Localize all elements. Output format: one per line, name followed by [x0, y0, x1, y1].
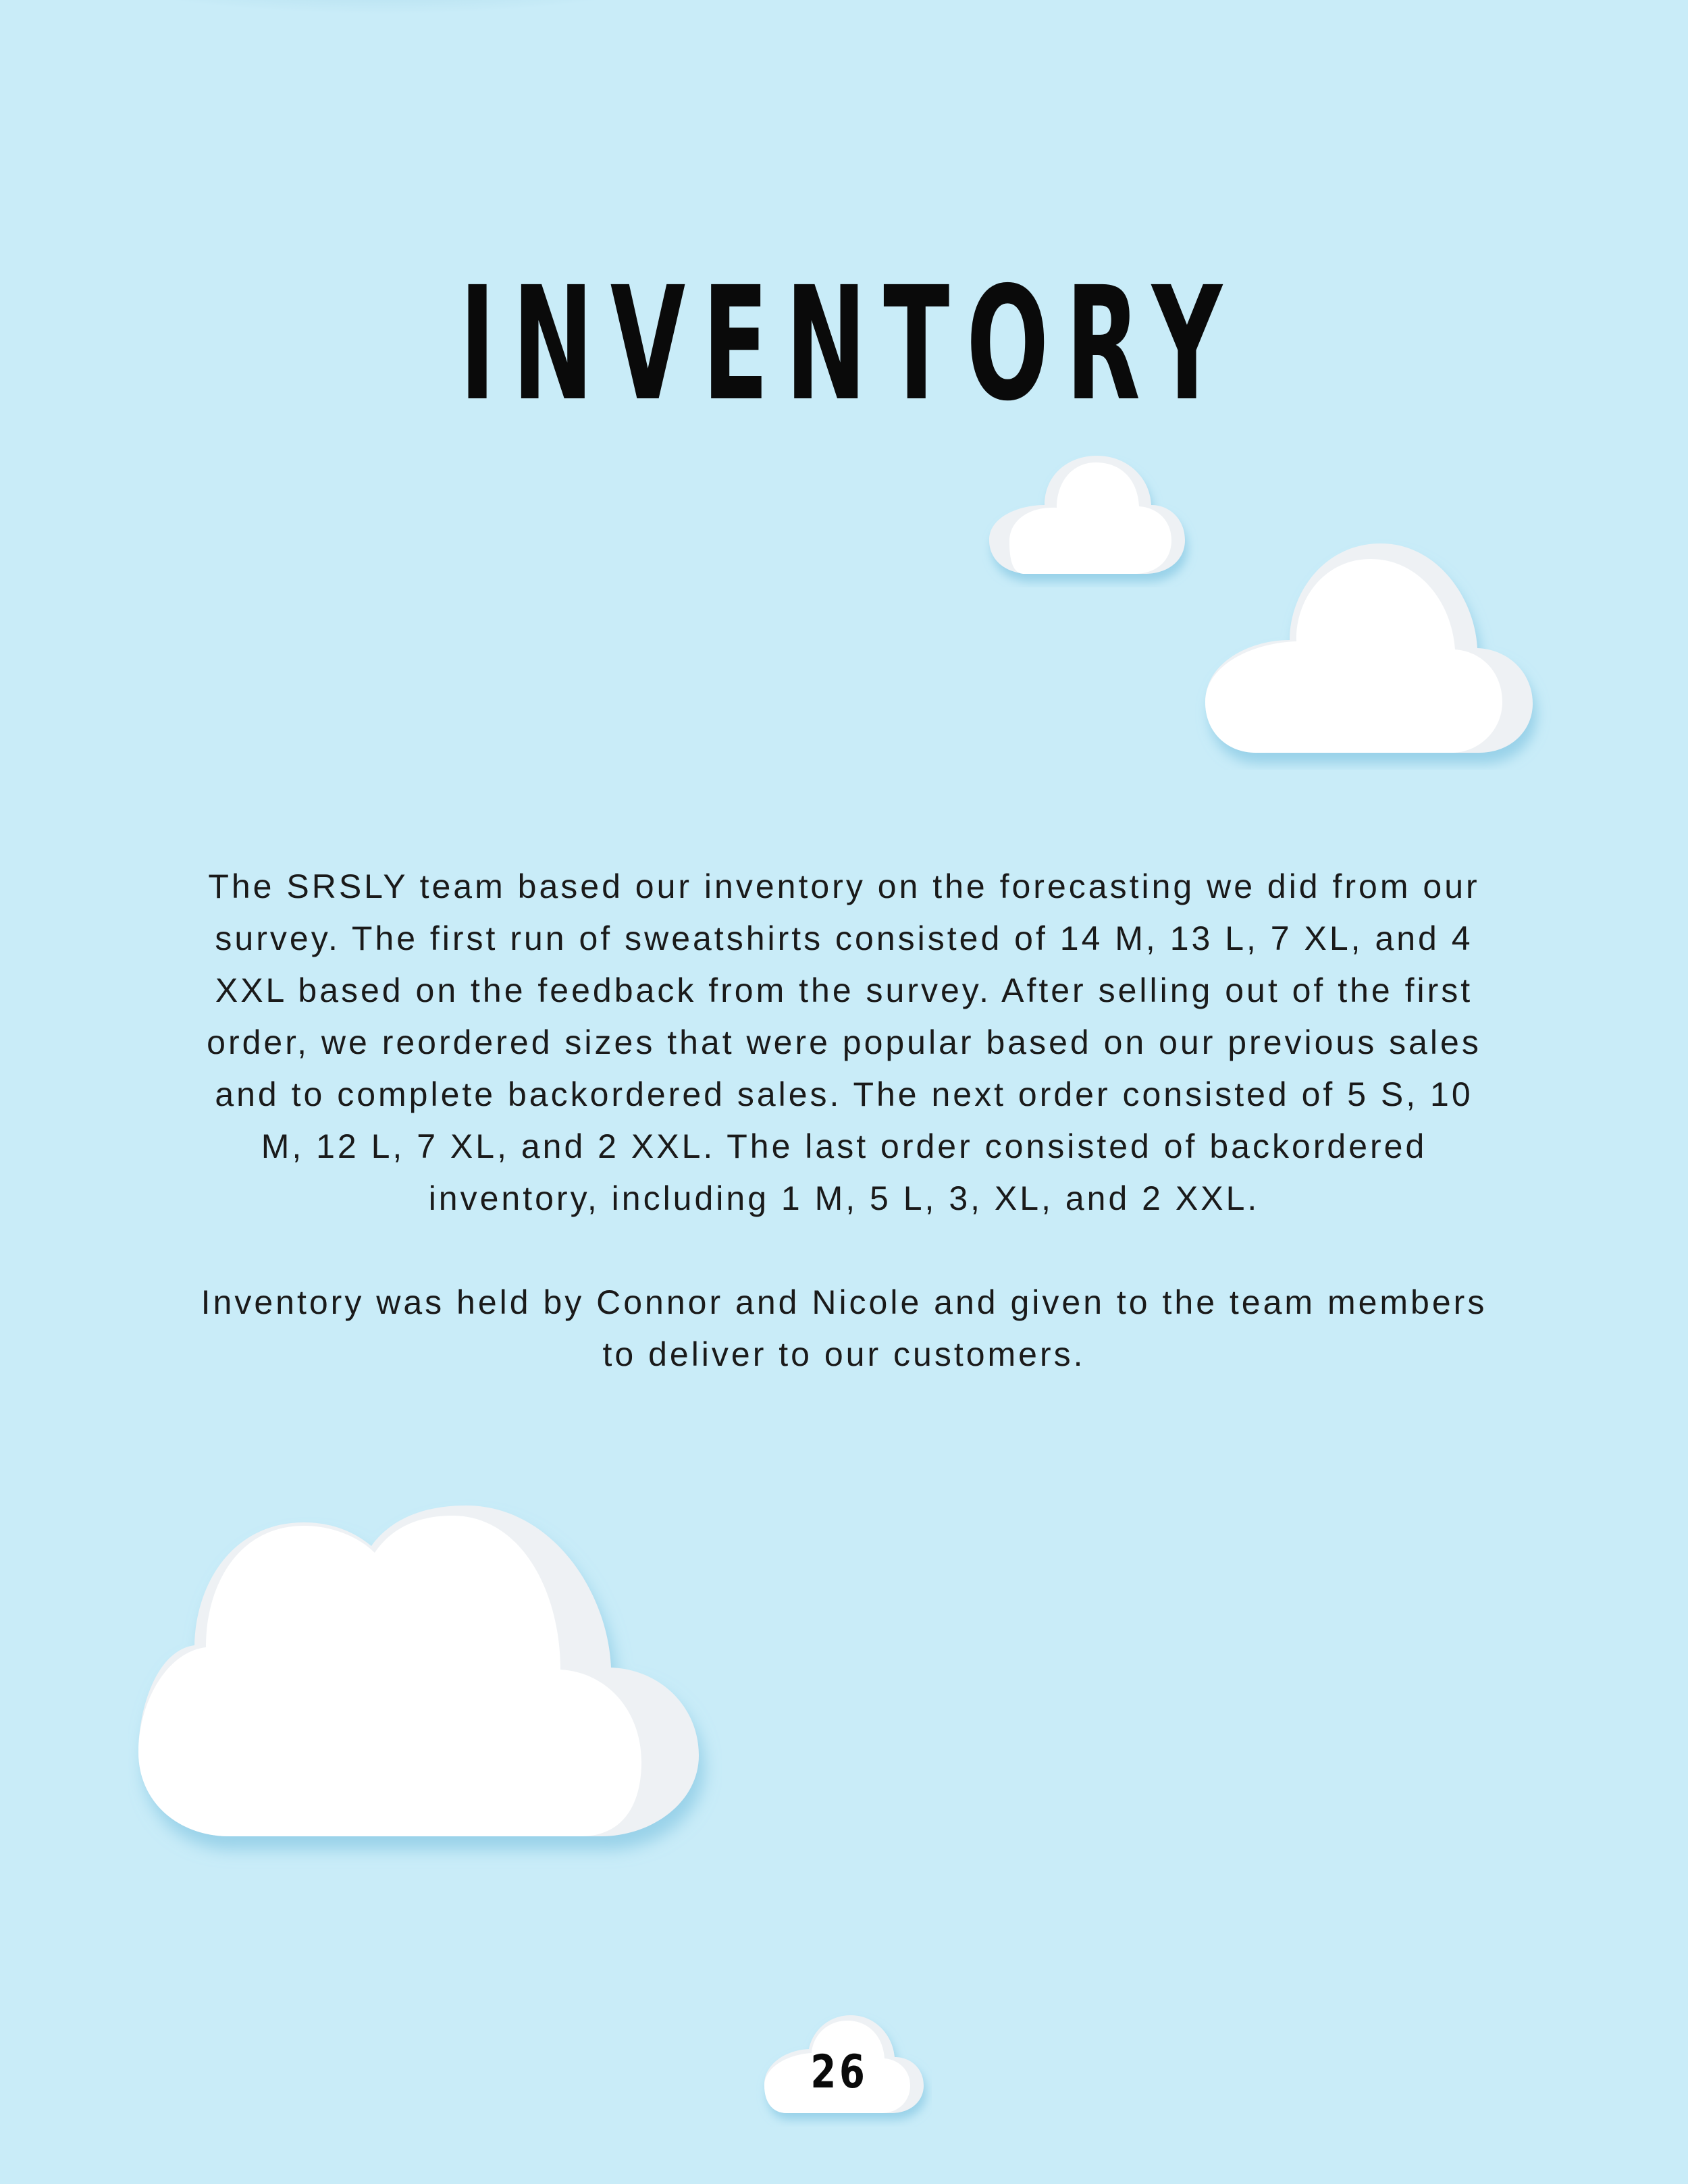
small-cloud-icon — [982, 446, 1205, 587]
medium-cloud-icon — [1195, 533, 1560, 770]
inventory-paragraph: The SRSLY team based our inventory on the forecasting we did from our survey. The first run of sweatshirts consisted of 14 M, 13 L, 7 XL, and 4 XXL based on the feedback from the survey. After selling out of the first order, we reordered sizes that were popular based on our previous sales and to complete backordered sales. The next order consisted of 5 S, 10 M, 12 L, 7 XL, and 2 XXL. The last order consisted of backordered inventory, including 1 M, 5 L, 3, XL, and 2 XXL. — [207, 868, 1481, 1217]
large-cloud-icon — [128, 1495, 722, 1873]
delivery-paragraph: Inventory was held by Connor and Nicole and given to the team members to deliver to our customers. — [201, 1283, 1487, 1373]
page-number: 26 — [810, 2046, 868, 2099]
body-text — [196, 861, 1492, 1381]
top-cloud-shadow — [81, 0, 689, 14]
page-title: INVENTORY — [459, 253, 1239, 436]
